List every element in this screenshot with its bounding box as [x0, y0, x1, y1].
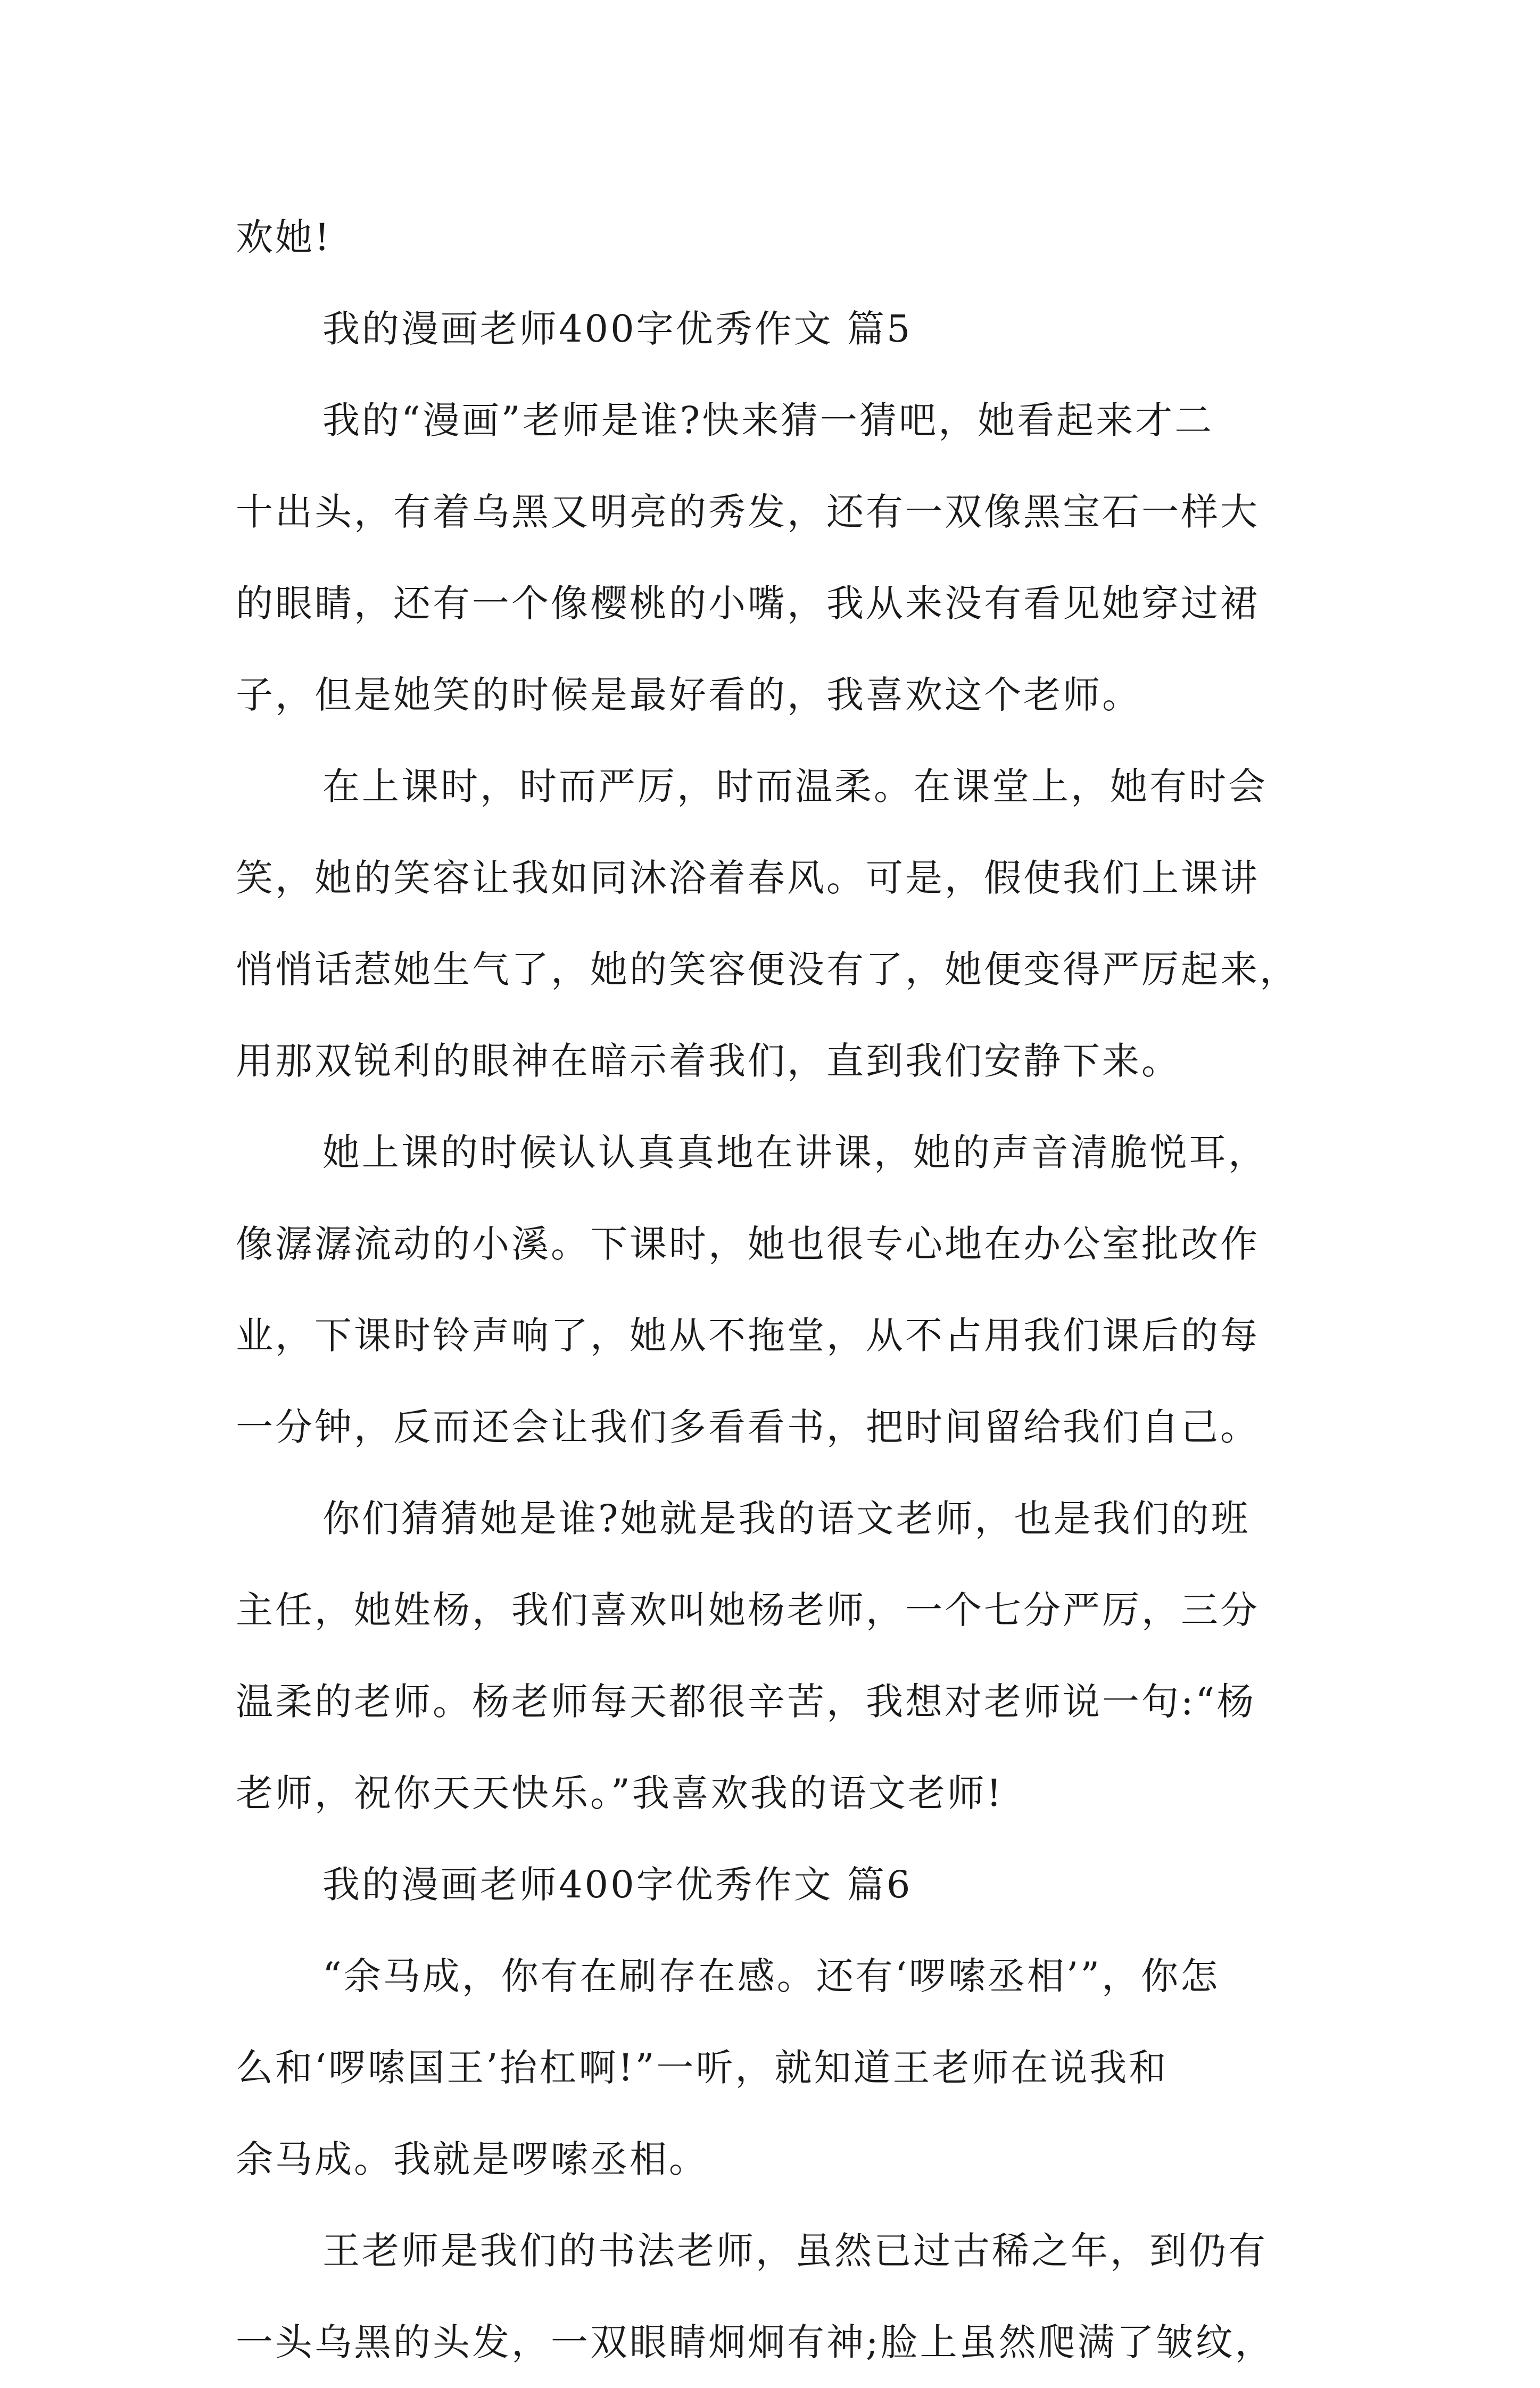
- text-line: 老师，祝你天天快乐。”我喜欢我的语文老师!: [236, 1771, 1004, 1815]
- text-line: 笑，她的笑容让我如同沐浴着春风。可是，假使我们上课讲: [236, 856, 1260, 900]
- text-line: 一分钟，反而还会让我们多看看书，把时间留给我们自己。: [236, 1405, 1260, 1449]
- text-line: 温柔的老师。杨老师每天都很辛苦，我想对老师说一句:“杨: [236, 1680, 1256, 1723]
- section-heading: 我的漫画老师400字优秀作文 篇5: [322, 307, 913, 351]
- text-line: 十出头，有着乌黑又明亮的秀发，还有一双像黑宝石一样大: [236, 490, 1260, 534]
- text-line: 么和‘啰嗦国王’抬杠啊!”一听，就知道王老师在说我和: [236, 2046, 1169, 2090]
- text-line: 欢她!: [236, 215, 332, 259]
- text-line: 悄悄话惹她生气了，她的笑容便没有了，她便变得严厉起来，: [236, 948, 1299, 991]
- text-line: 的眼睛，还有一个像樱桃的小嘴，我从来没有看见她穿过裙: [236, 582, 1260, 625]
- text-line: 像潺潺流动的小溪。下课时，她也很专心地在办公室批改作: [236, 1222, 1260, 1266]
- text-line: 业，下课时铃声响了，她从不拖堂，从不占用我们课后的每: [236, 1314, 1260, 1357]
- paragraph-first-line: 我的“漫画”老师是谁?快来猜一猜吧，她看起来才二: [322, 399, 1214, 442]
- paragraph-first-line: 她上课的时候认认真真地在讲课，她的声音清脆悦耳，: [322, 1131, 1268, 1174]
- text-line: 子，但是她笑的时候是最好看的，我喜欢这个老师。: [236, 673, 1141, 717]
- text-line: 余马成。我就是啰嗦丞相。: [236, 2137, 708, 2181]
- document-body: [236, 192, 1321, 2388]
- text-line: 主任，她姓杨，我们喜欢叫她杨老师，一个七分严厉，三分: [236, 1588, 1260, 1632]
- paragraph-first-line: 王老师是我们的书法老师，虽然已过古稀之年，到仍有: [322, 2229, 1268, 2273]
- paragraph-first-line: “余马成，你有在刷存在感。还有‘啰嗦丞相’”，你怎: [322, 1954, 1220, 1998]
- paragraph-first-line: 在上课时，时而严厉，时而温柔。在课堂上，她有时会: [322, 765, 1268, 808]
- text-line: 一头乌黑的头发，一双眼睛炯炯有神;脸上虽然爬满了皱纹，: [236, 2320, 1274, 2364]
- paragraph-first-line: 你们猜猜她是谁?她就是我的语文老师，也是我们的班: [322, 1497, 1251, 1540]
- section-heading: 我的漫画老师400字优秀作文 篇6: [322, 1863, 913, 1906]
- text-line: 用那双锐利的眼神在暗示着我们，直到我们安静下来。: [236, 1039, 1181, 1083]
